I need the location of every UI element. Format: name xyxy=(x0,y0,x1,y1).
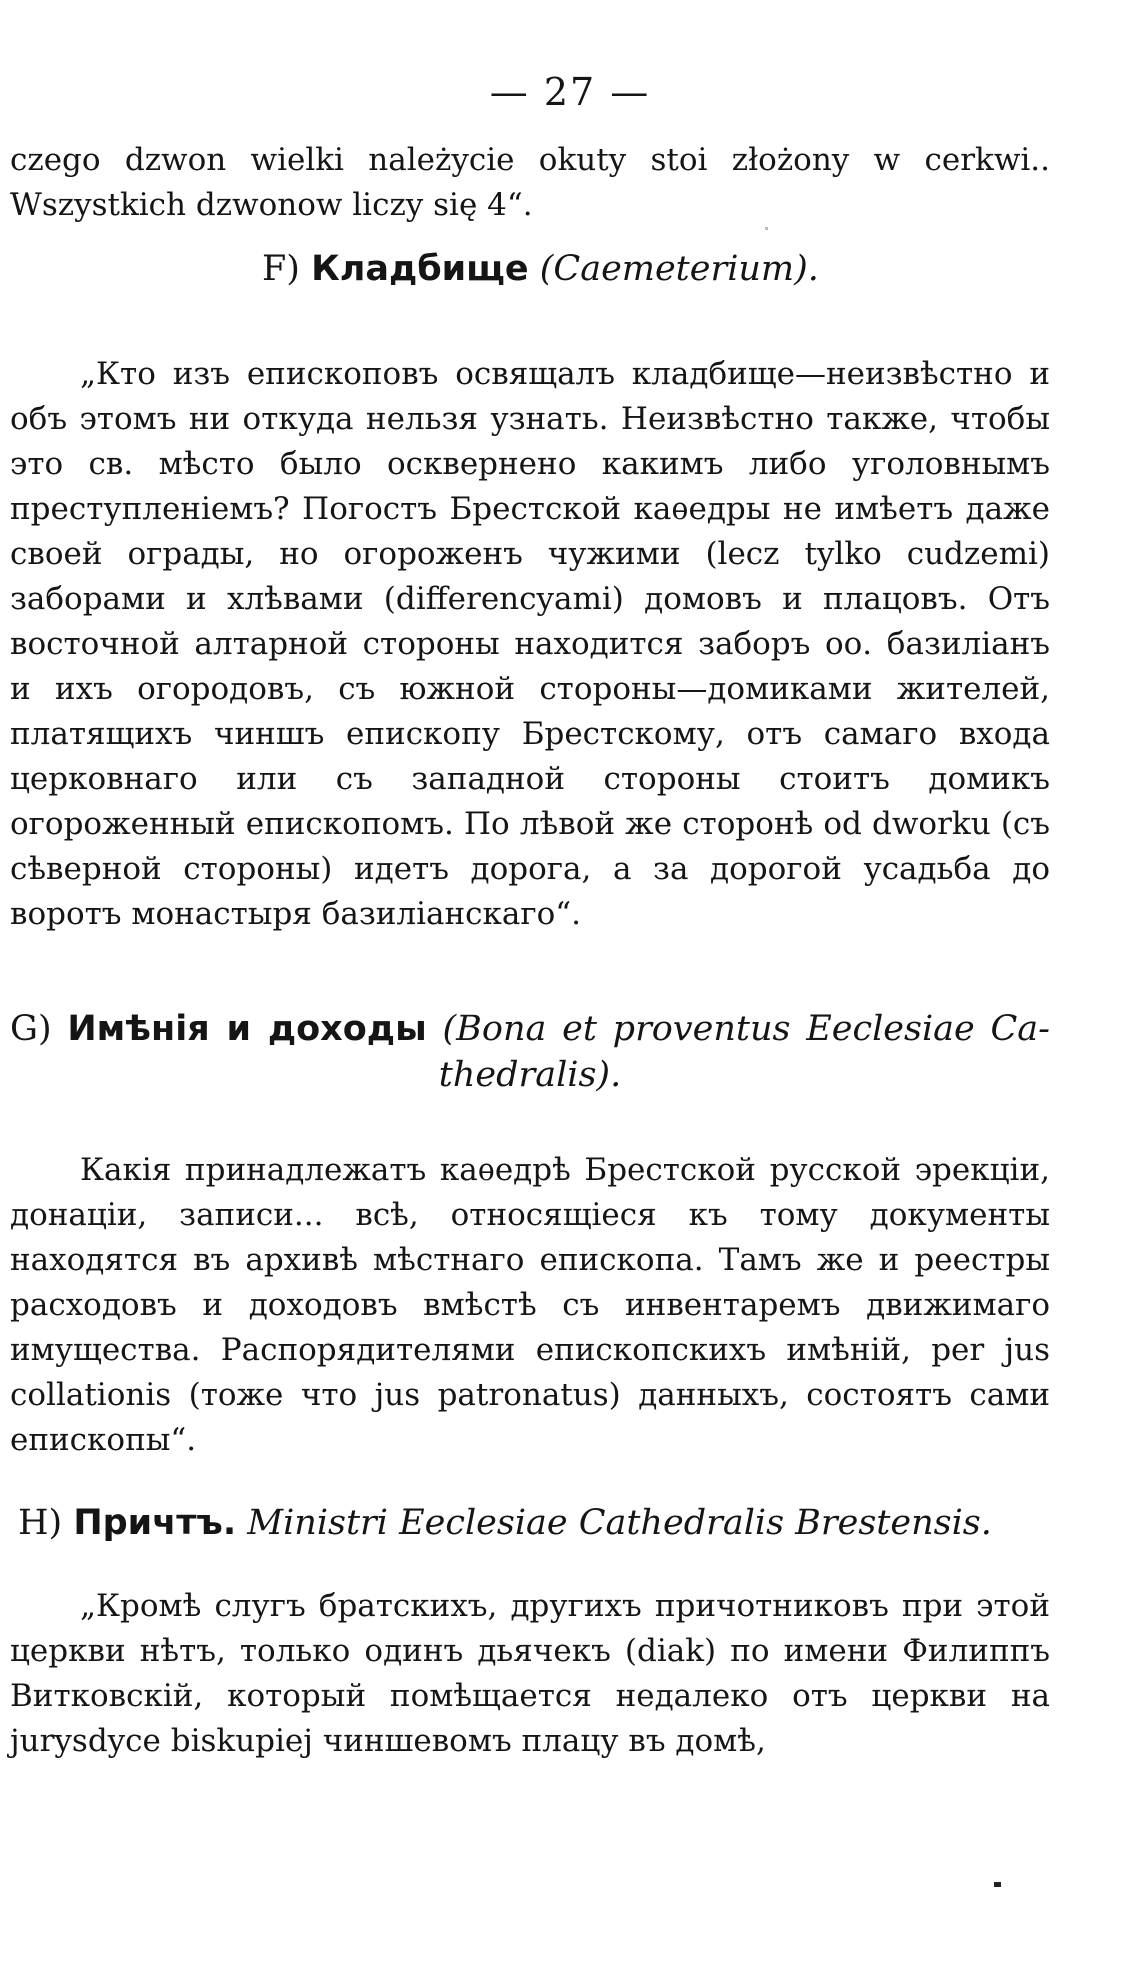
section-g-heading xyxy=(10,1006,1050,1098)
section-g-latin-line2: thedralis). xyxy=(438,1055,622,1095)
section-g-latin-line1: (Bona et proventus Eeclesiae Ca- xyxy=(442,1009,1050,1049)
section-g-title: Имѣнія и доходы xyxy=(67,1009,427,1049)
opening-paragraph: czego dzwon wielki należycie okuty stoi złożony w cerkwi.. Wszystkich dzwonow liczy się 4“. xyxy=(10,142,1050,223)
print-mark xyxy=(994,1882,1001,1887)
section-h-latin: Ministri Eeclesiae Cathedralis Brestensis. xyxy=(247,1503,992,1543)
section-h-label: H) xyxy=(18,1503,63,1543)
print-speck xyxy=(765,227,768,230)
section-f-label: F) xyxy=(262,249,300,289)
section-f-heading xyxy=(262,246,819,292)
section-f-paragraph: „Кто изъ епископовъ освящалъ кладбище—неизвѣстно и объ этомъ ни откуда нельзя узнать. Неизвѣстно также, чтобы это св. мѣсто было осквернено какимъ либо уголовнымъ преступленіемъ? Погостъ Брестской каѳедры не имѣетъ даже своей ограды, но огороженъ чужими (lecz tylko cudzemi) заборами и хлѣвами (differencyami) домовъ и плацовъ. Отъ восточной алтарной стороны находится заборъ оо. базиліанъ и ихъ огородовъ, съ южной стороны—домиками жителей, платящихъ чиншъ епископу Брестскому, отъ самаго входа церковнаго или съ западной стороны стоитъ домикъ огороженный епископомъ. По лѣвой же сторонѣ od dworku (съ сѣверной стороны) идетъ дорога, а за дорогой усадьба до воротъ монастыря базиліанскаго“. xyxy=(10,356,1050,932)
section-h-title: Причтъ. xyxy=(73,1503,237,1543)
section-g-heading-line1 xyxy=(10,1006,1050,1052)
section-f-title: Кладбище xyxy=(311,249,529,289)
section-h-heading xyxy=(18,1500,992,1546)
section-g-paragraph: Какія принадлежатъ каѳедрѣ Брестской русской эрекціи, донаціи, записи... всѣ, относящіеся къ тому документы находятся въ архивѣ мѣстнаго епископа. Тамъ же и реестры расходовъ и доходовъ вмѣстѣ съ инвентаремъ движимаго имущества. Распорядителями епископскихъ имѣній, per jus collationis (тоже что jus patronatus) данныхъ, состоятъ сами епископы“. xyxy=(10,1152,1050,1458)
section-g-label: G) xyxy=(10,1009,52,1049)
section-f-latin: (Caemeterium). xyxy=(539,249,819,289)
section-h-paragraph: „Кромѣ слугъ братскихъ, другихъ причотниковъ при этой церкви нѣтъ, только одинъ дьячекъ (diak) по имени Филиппъ Витковскій, который помѣщается недалеко отъ церкви на jurysdyce biskupiej чиншевомъ плацу въ домѣ, xyxy=(10,1588,1050,1759)
page-number: — 27 — xyxy=(489,70,651,114)
